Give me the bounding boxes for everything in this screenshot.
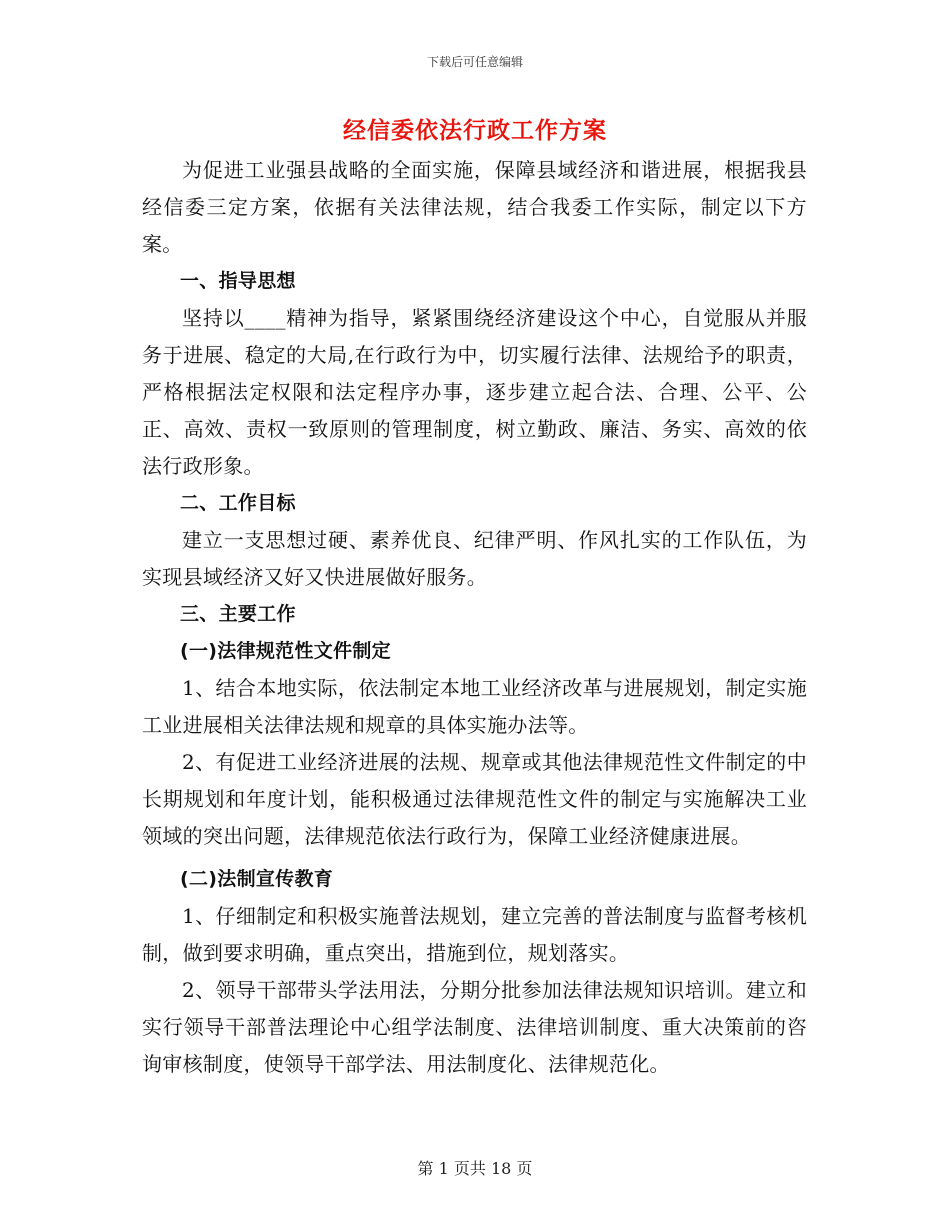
section-heading-guiding-thought: 一、指导思想 (180, 270, 296, 292)
page-footer: 第 1 页共 18 页 (417, 1159, 533, 1178)
work-goal-paragraph: 建立一支思想过硬、素养优良、纪律严明、作风扎实的工作队伍，为实现县域经济又好又快进展做好服务。 (142, 528, 807, 589)
guiding-thought-paragraph: 坚持以____精神为指导，紧紧围绕经济建设这个中心，自觉服从并服务于进展、稳定的大局,在行政行为中，切实履行法律、法规给予的职责，严格根据法定权限和法定程序办事，逐步建立起合法、合理、公平、公正、高效、责权一致原则的管理制度，树立勤政、廉洁、务实、高效的依法行政形象。 (142, 306, 807, 478)
legal-documents-item-2: 2、有促进工业经济进展的法规、规章或其他法律规范性文件制定的中长期规划和年度计划，能积极通过法律规范性文件的制定与实施解决工业领域的突出问题，法律规范依法行政行为，保障工业经济健康进展。 (142, 750, 807, 848)
header-note: 下载后可任意编辑 (426, 55, 523, 69)
document-body (142, 152, 807, 1083)
section-heading-work-goal: 二、工作目标 (180, 492, 296, 514)
legal-education-item-2: 2、领导干部带头学法用法，分期分批参加法律法规知识培训。建立和实行领导干部普法理论中心组学法制度、法律培训制度、重大决策前的咨询审核制度，使领导干部学法、用法制度化、法律规范化。 (142, 978, 807, 1076)
section-heading-main-work: 三、主要工作 (180, 603, 296, 625)
intro-paragraph: 为促进工业强县战略的全面实施，保障县域经济和谐进展，根据我县经信委三定方案，依据有关法律法规，结合我委工作实际，制定以下方案。 (142, 158, 807, 256)
legal-documents-item-1: 1、结合本地实际，依法制定本地工业经济改革与进展规划，制定实施工业进展相关法律法规和规章的具体实施办法等。 (142, 676, 807, 737)
subsection-heading-legal-education: (二)法制宣传教育 (180, 868, 334, 890)
legal-education-item-1: 1、仔细制定和积极实施普法规划，建立完善的普法制度与监督考核机制，做到要求明确，重点突出，措施到位，规划落实。 (142, 904, 807, 965)
document-title: 经信委依法行政工作方案 (343, 117, 607, 144)
subsection-heading-legal-documents: (一)法律规范性文件制定 (180, 640, 391, 662)
